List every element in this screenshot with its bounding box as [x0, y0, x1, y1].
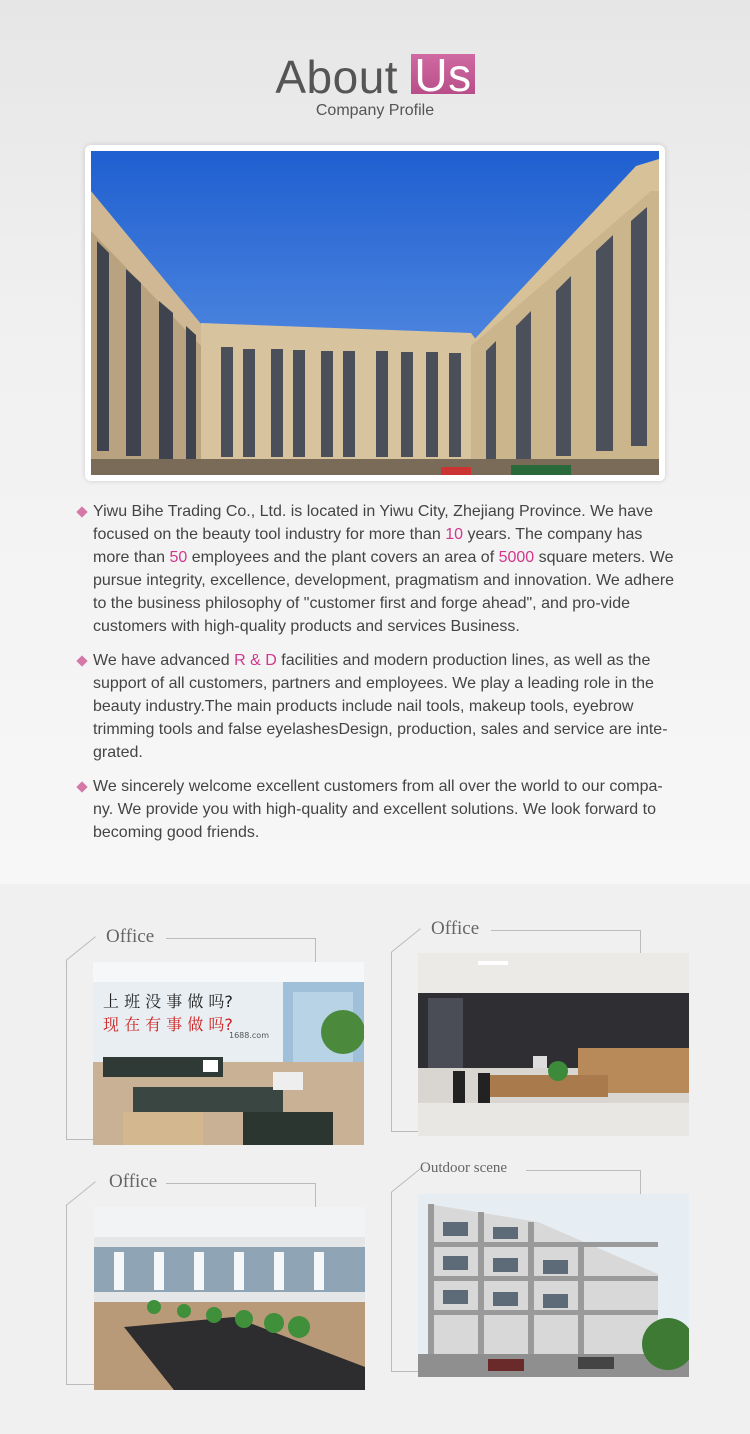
diamond-bullet-icon: [76, 781, 87, 792]
building-photo-frame: [85, 145, 665, 481]
paragraph-3: We sincerely welcome excellent customers from all over the world to our compa-ny. We provide you with high-quality and excellent solutions. We look forward to becoming good friends.: [76, 775, 676, 844]
gallery-card-office-1: [66, 926, 366, 1148]
diamond-bullet-icon: [76, 506, 87, 517]
office-photo: [418, 953, 689, 1136]
area-highlight: 5000: [498, 549, 535, 566]
gallery-card-office-3: [66, 1171, 366, 1393]
gallery-card-outdoor: [391, 1160, 691, 1380]
page-title: [0, 49, 750, 103]
years-highlight: 10: [445, 526, 464, 543]
gallery-card-office-2: [391, 918, 691, 1138]
gallery-label: Office: [109, 1171, 158, 1192]
watermark-text: 1688.com: [229, 1031, 269, 1040]
wall-slogan-text: 现 在 有 事 做 吗?: [103, 1015, 233, 1034]
title-highlight: Us: [411, 54, 474, 94]
paragraph-1: Yiwu Bihe Trading Co., Ltd. is located in Yiwu City, Zhejiang Province. We have focused on the beauty tool industry for more than 10 years. The company has more than 50 employees and the plant covers an area of 5000 square meters. We pursue integrity, excellence, development, pragmatism and innovation. We adhere to the business philosophy of "customer first and forge ahead", and pro-vide customers with high-quality products and services Business.: [76, 500, 676, 638]
gallery-label: Outdoor scene: [420, 1160, 508, 1176]
rd-highlight: R & D: [234, 652, 277, 669]
wall-slogan-text: 上 班 没 事 做 吗?: [103, 992, 233, 1011]
outdoor-photo: [418, 1194, 689, 1377]
company-description: [76, 500, 676, 855]
gallery-label: Office: [431, 918, 480, 939]
employees-highlight: 50: [169, 549, 188, 566]
office-photo: [93, 962, 364, 1145]
title-main: About: [275, 51, 399, 103]
building-photo: [91, 151, 659, 475]
gallery-label: Office: [106, 926, 155, 947]
page-subtitle: Company Profile: [315, 102, 435, 119]
paragraph-2: We have advanced R & D facilities and modern production lines, as well as the support of all customers, partners and employees. We play a leading role in the beauty industry.The main products include nail tools, makeup tools, eyebrow trimming tools and false eyelashesDesign, production, sales and service are inte-grated.: [76, 649, 676, 764]
diamond-bullet-icon: [76, 655, 87, 666]
office-photo: [94, 1207, 365, 1390]
